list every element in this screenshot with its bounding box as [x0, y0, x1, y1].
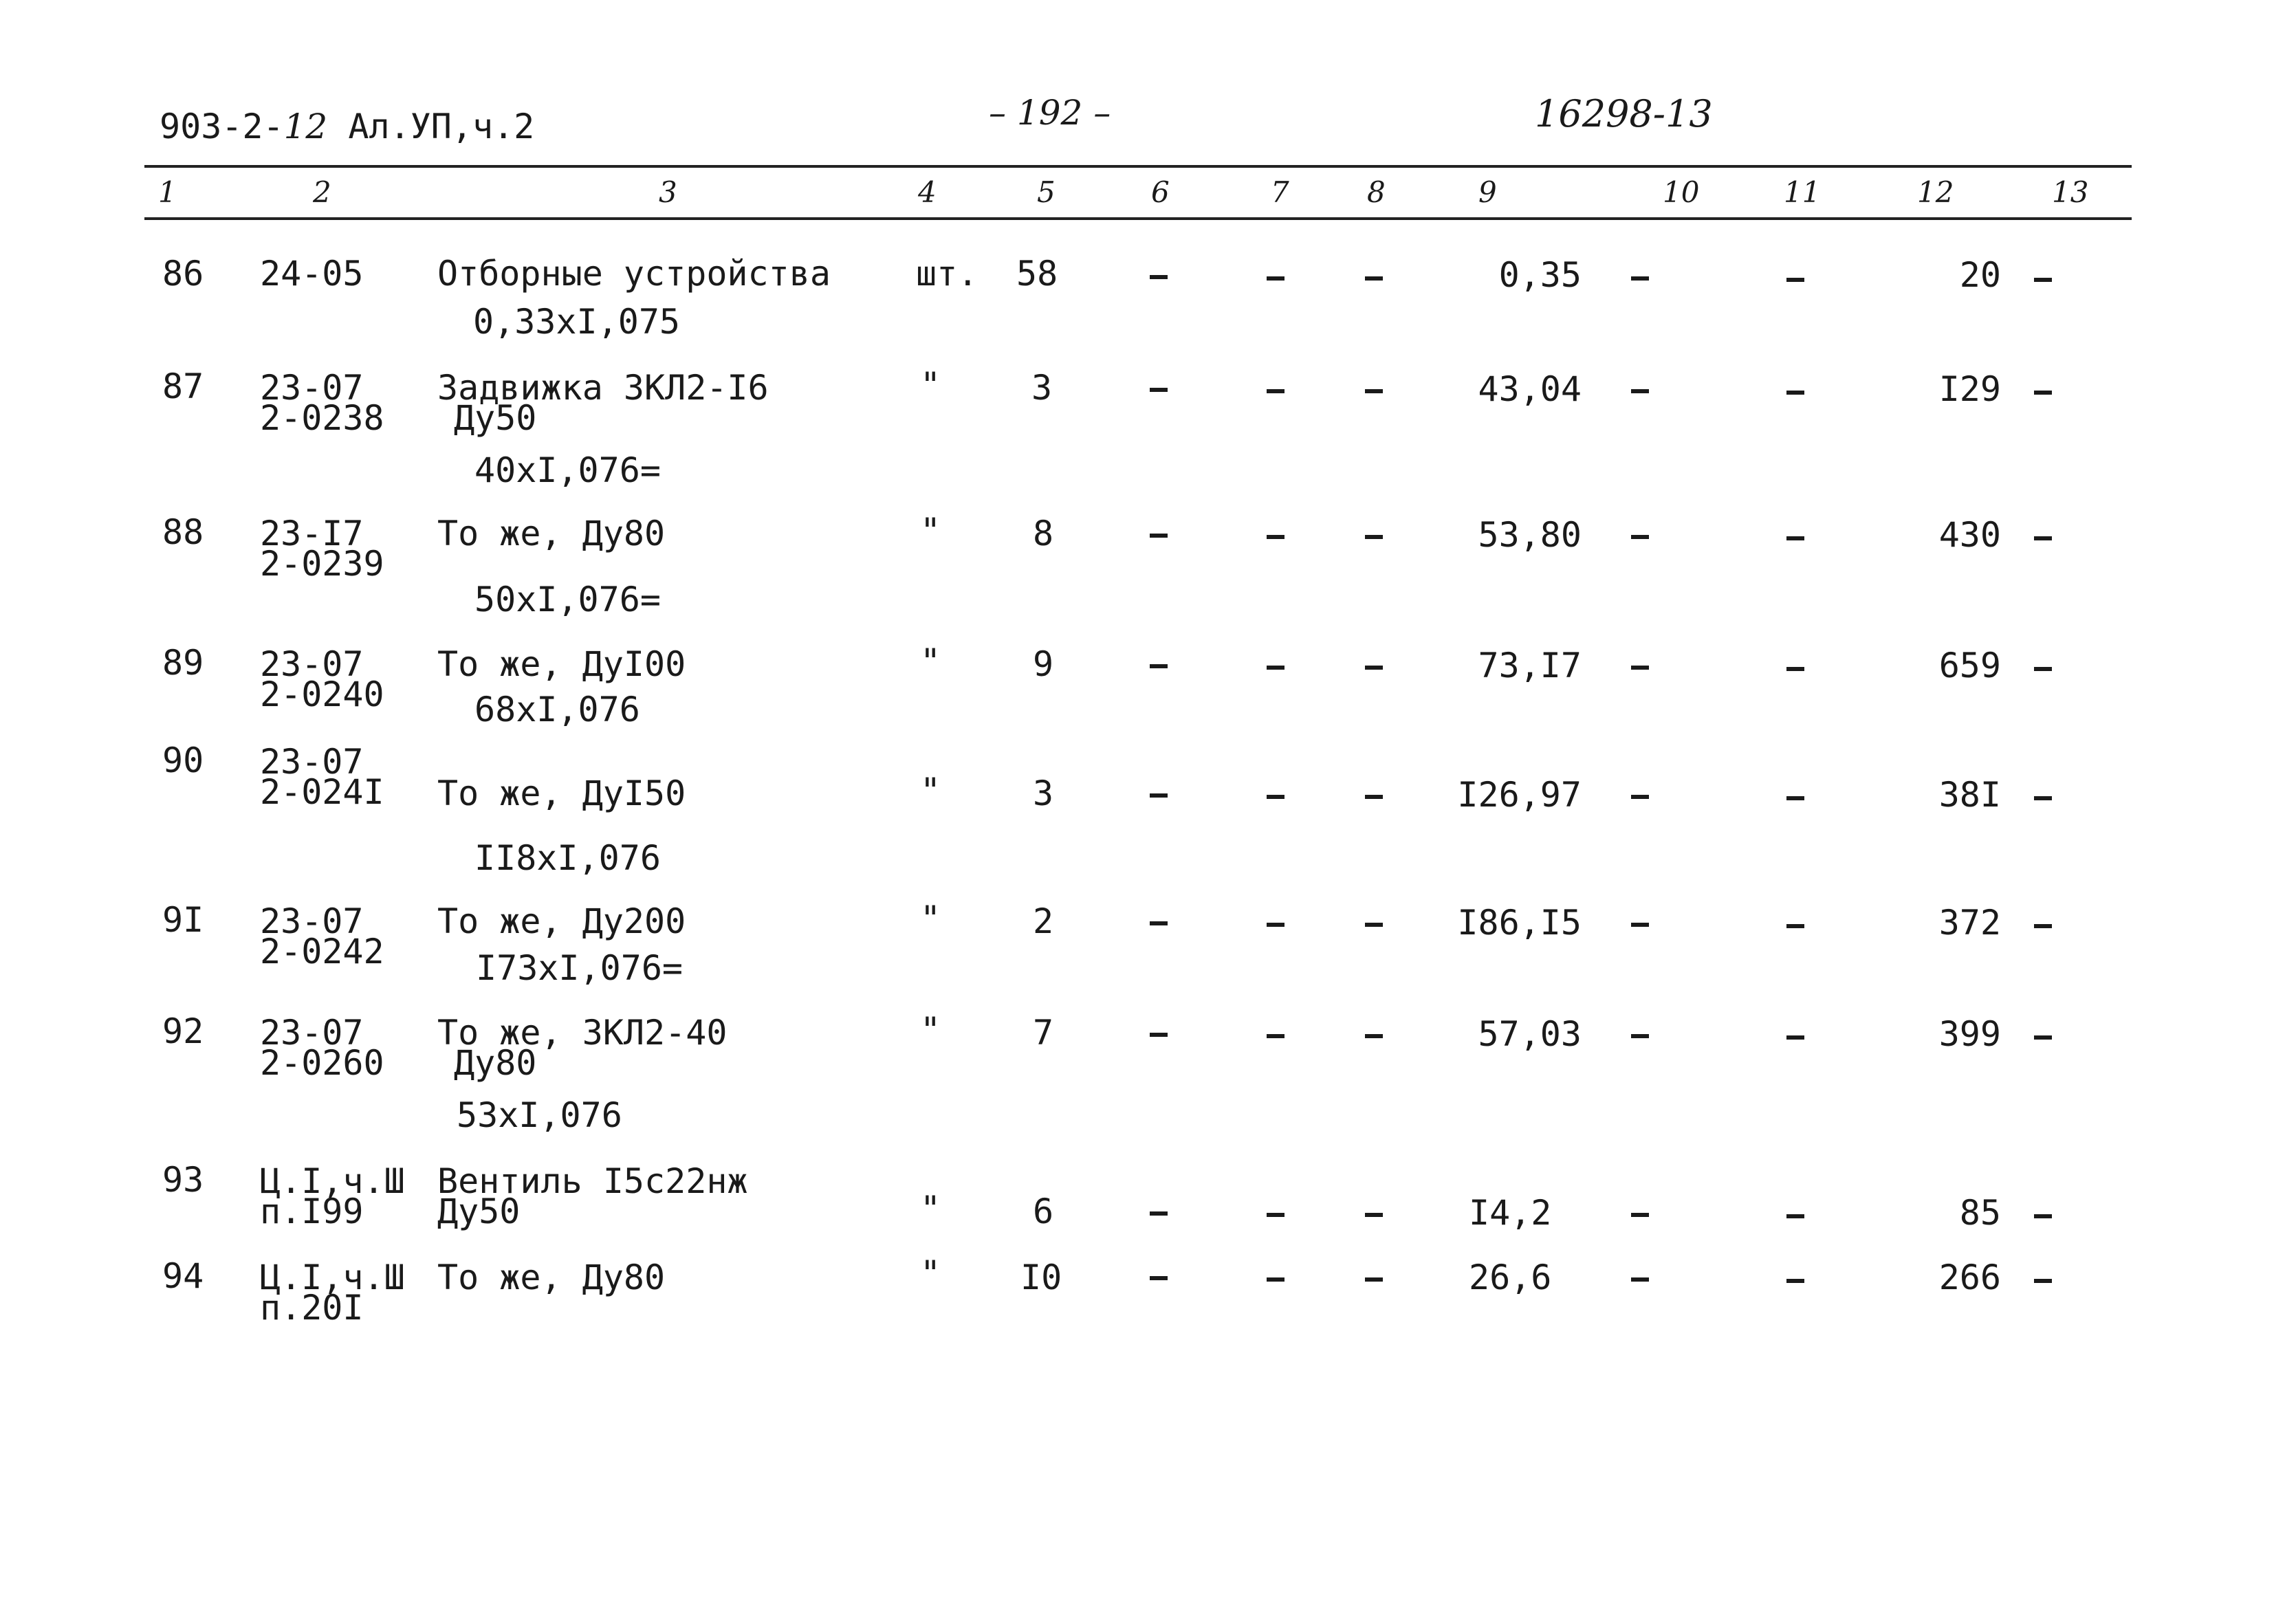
document-code-handwritten: 12	[283, 107, 328, 146]
row-code: 23-07	[260, 742, 364, 782]
row-name: Отборные устройства	[437, 254, 831, 294]
row-code: 2-0240	[260, 674, 384, 714]
empty-cell-dash	[1150, 921, 1168, 925]
row-code: 23-07	[260, 901, 364, 941]
row-name: Ду50	[437, 1192, 521, 1231]
empty-cell-dash	[2034, 278, 2052, 282]
empty-cell-dash	[1150, 1276, 1168, 1280]
row-number: 86	[162, 254, 204, 294]
empty-cell-dash	[1267, 1213, 1284, 1217]
row-formula: II8хI,076	[474, 838, 661, 878]
row-quantity: 8	[1033, 514, 1054, 553]
row-price: 43,04	[1478, 369, 1582, 409]
row-price: I86,I5	[1457, 903, 1582, 943]
page-number: – 192 –	[989, 93, 1111, 133]
row-total: 399	[1938, 1014, 2001, 1054]
row-number: 87	[162, 366, 204, 406]
document-code	[160, 109, 534, 144]
row-name: Ду80	[454, 1043, 537, 1083]
row-code: 23-07	[260, 368, 364, 408]
row-code: п.20I	[260, 1288, 364, 1328]
document-code-suffix: Ал.УП,ч.2	[327, 107, 535, 146]
empty-cell-dash	[2034, 1035, 2052, 1040]
empty-cell-dash	[1365, 923, 1383, 927]
row-code: 2-0238	[260, 398, 384, 438]
row-formula: 68хI,076	[474, 690, 640, 729]
header-bottom-rule	[144, 217, 2132, 220]
row-name: То же, Ду80	[437, 514, 666, 553]
column-header: 7	[1271, 175, 1289, 209]
row-price: 73,I7	[1478, 646, 1582, 685]
empty-cell-dash	[1786, 536, 1804, 540]
empty-cell-dash	[1786, 278, 1804, 282]
row-name: То же, ДуI00	[437, 644, 686, 684]
row-quantity: 6	[1033, 1192, 1054, 1231]
column-header: 4	[918, 175, 937, 209]
row-unit: "	[920, 1010, 941, 1050]
empty-cell-dash	[1631, 795, 1649, 799]
column-header: 1	[158, 175, 177, 209]
column-header: 11	[1784, 175, 1821, 209]
row-code: Ц.I,ч.Ш	[260, 1258, 405, 1297]
empty-cell-dash	[1631, 389, 1649, 393]
row-code: 23-07	[260, 644, 364, 684]
empty-cell-dash	[1267, 923, 1284, 927]
empty-cell-dash	[1365, 389, 1383, 393]
row-unit: "	[920, 365, 941, 405]
empty-cell-dash	[2034, 667, 2052, 671]
column-header: 8	[1367, 175, 1386, 209]
row-name: То же, ДуI50	[437, 773, 686, 813]
row-code: 23-07	[260, 1013, 364, 1053]
row-unit: "	[920, 1189, 941, 1229]
empty-cell-dash	[1365, 1277, 1383, 1282]
empty-cell-dash	[1786, 1214, 1804, 1218]
row-name: То же, ЗКЛ2-40	[437, 1013, 728, 1053]
empty-cell-dash	[1786, 796, 1804, 800]
row-number: 90	[162, 740, 204, 780]
column-header: 13	[2052, 175, 2089, 209]
empty-cell-dash	[1786, 1035, 1804, 1040]
empty-cell-dash	[1631, 666, 1649, 670]
empty-cell-dash	[2034, 1214, 2052, 1218]
empty-cell-dash	[1150, 534, 1168, 538]
column-header: 6	[1151, 175, 1170, 209]
empty-cell-dash	[1631, 1034, 1649, 1038]
row-quantity: 3	[1031, 368, 1053, 408]
row-price: 0,35	[1498, 255, 1582, 295]
row-price: 57,03	[1478, 1014, 1582, 1054]
empty-cell-dash	[1631, 535, 1649, 539]
row-formula: 53хI,076	[457, 1095, 622, 1135]
row-quantity: 7	[1033, 1013, 1054, 1053]
empty-cell-dash	[1365, 276, 1383, 281]
row-name: То же, Ду80	[437, 1258, 666, 1297]
empty-cell-dash	[1267, 389, 1284, 393]
empty-cell-dash	[2034, 796, 2052, 800]
row-formula: 40хI,076=	[474, 450, 661, 490]
header-top-rule	[144, 165, 2132, 168]
row-code: 2-0260	[260, 1043, 384, 1083]
row-quantity: 2	[1033, 901, 1054, 941]
column-header: 10	[1663, 175, 1700, 209]
empty-cell-dash	[1631, 276, 1649, 281]
row-unit: "	[920, 771, 941, 811]
empty-cell-dash	[1150, 1033, 1168, 1037]
empty-cell-dash	[1365, 1213, 1383, 1217]
row-total: I29	[1938, 369, 2001, 409]
empty-cell-dash	[1267, 535, 1284, 539]
row-total: 266	[1938, 1258, 2001, 1297]
column-header: 12	[1917, 175, 1954, 209]
empty-cell-dash	[1267, 1034, 1284, 1038]
row-code: 23-I7	[260, 514, 364, 553]
empty-cell-dash	[1150, 664, 1168, 668]
row-quantity: 9	[1033, 644, 1054, 684]
empty-cell-dash	[1365, 535, 1383, 539]
row-total: 430	[1938, 515, 2001, 555]
empty-cell-dash	[1150, 793, 1168, 798]
row-quantity: 3	[1033, 773, 1054, 813]
row-total: 38I	[1938, 775, 2001, 815]
document-code-prefix: 903-2-	[160, 107, 284, 146]
empty-cell-dash	[1267, 276, 1284, 281]
row-price: I26,97	[1457, 775, 1582, 815]
row-quantity: I0	[1020, 1258, 1062, 1297]
empty-cell-dash	[1150, 1211, 1168, 1216]
empty-cell-dash	[1150, 388, 1168, 392]
row-name: Задвижка ЗКЛ2-I6	[437, 368, 769, 408]
row-total: 85	[1959, 1193, 2001, 1233]
row-formula: 50хI,076=	[474, 580, 661, 619]
row-code: 2-0242	[260, 932, 384, 972]
empty-cell-dash	[1631, 923, 1649, 927]
row-number: 92	[162, 1011, 204, 1051]
row-unit: "	[920, 511, 941, 551]
row-total: 659	[1938, 646, 2001, 685]
empty-cell-dash	[2034, 536, 2052, 540]
empty-cell-dash	[2034, 1279, 2052, 1283]
empty-cell-dash	[1786, 391, 1804, 395]
row-price: 26,6	[1469, 1258, 1552, 1297]
row-unit: "	[920, 899, 941, 939]
empty-cell-dash	[2034, 391, 2052, 395]
column-header: 2	[313, 175, 331, 209]
row-code: п.I99	[260, 1192, 364, 1231]
empty-cell-dash	[1267, 1277, 1284, 1282]
row-code: 2-024I	[260, 772, 384, 812]
row-formula: 0,33хI,075	[473, 302, 681, 342]
row-name: То же, Ду200	[437, 901, 686, 941]
row-unit: "	[920, 1253, 941, 1293]
row-price: I4,2	[1469, 1193, 1552, 1233]
row-number: 94	[162, 1256, 204, 1296]
row-unit: "	[920, 641, 941, 681]
row-number: 88	[162, 512, 204, 552]
row-code: Ц.I,ч.Ш	[260, 1161, 405, 1201]
row-code: 2-0239	[260, 544, 384, 584]
row-number: 93	[162, 1160, 204, 1200]
empty-cell-dash	[1150, 275, 1168, 279]
empty-cell-dash	[1631, 1277, 1649, 1282]
empty-cell-dash	[1365, 795, 1383, 799]
row-quantity: 58	[1016, 254, 1058, 294]
empty-cell-dash	[1631, 1213, 1649, 1217]
empty-cell-dash	[1267, 666, 1284, 670]
row-unit: шт.	[916, 254, 979, 294]
column-header: 9	[1478, 175, 1497, 209]
row-total: 372	[1938, 903, 2001, 943]
empty-cell-dash	[1786, 1279, 1804, 1283]
row-total: 20	[1959, 255, 2001, 295]
archive-number: 16298-13	[1535, 92, 1713, 135]
column-header: 5	[1037, 175, 1056, 209]
empty-cell-dash	[2034, 924, 2052, 928]
empty-cell-dash	[1365, 666, 1383, 670]
row-number: 89	[162, 643, 204, 683]
column-header: 3	[659, 175, 677, 209]
empty-cell-dash	[1267, 795, 1284, 799]
empty-cell-dash	[1786, 924, 1804, 928]
row-name: Ду50	[454, 398, 537, 438]
row-code: 24-05	[260, 254, 364, 294]
empty-cell-dash	[1786, 667, 1804, 671]
empty-cell-dash	[1365, 1034, 1383, 1038]
row-price: 53,80	[1478, 515, 1582, 555]
row-number: 9I	[162, 900, 204, 940]
row-formula: I73хI,076=	[476, 948, 684, 988]
row-name: Вентиль I5с22нж	[437, 1161, 748, 1201]
